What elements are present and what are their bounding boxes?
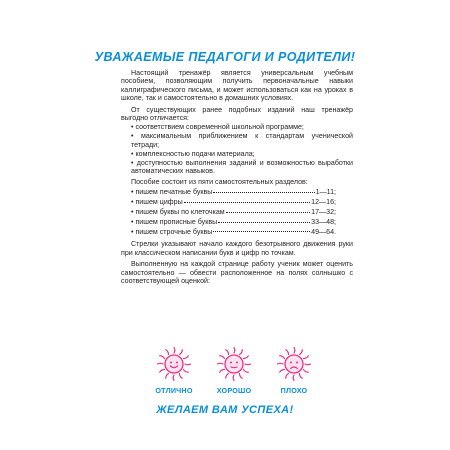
sun-ray [160,369,165,372]
advantage-item: • доступностью выполнения заданий и возможностью выработки автоматических навыков. [121,159,353,176]
sun-ray [160,356,165,359]
section-pages: 17—32; [311,208,336,217]
page-title: УВАЖАЕМЫЕ ПЕДАГОГИ И РОДИТЕЛИ! [94,50,356,64]
sun-ray [286,374,289,379]
sun-ray [304,370,309,373]
sun-ray [233,375,234,381]
sun-ray [166,350,169,355]
sun-ray [280,356,285,359]
section-row [121,228,336,236]
section-label: • пишем печатные буквы [131,188,212,196]
sun-ray [294,348,295,354]
sun-ray [184,370,189,373]
sun-ray [245,364,251,365]
sun-ray [166,374,169,379]
advantage-item: • максимальным приближением к стандартам ученической тетради; [121,132,353,149]
sun-ray [293,375,294,381]
section-row [121,188,336,196]
dot-leader [226,212,310,213]
sun-ray [180,350,183,355]
sun-ray [278,363,284,364]
section-row [121,218,336,226]
advantages-intro: От существующих ранее подобных изданий наш тренажёр выгодно отличается: [121,105,353,123]
sun-ray [240,350,243,355]
sections-intro: Пособие состоит из пяти самостоятельных разделов: [131,178,308,187]
grade-label: ПЛОХО [280,386,308,395]
sun-ray [299,374,302,379]
section-pages: 33—48; [311,218,336,226]
sections-list [121,188,353,236]
dot-leader [213,192,314,193]
body-text [121,69,353,288]
smiling-sun-icon [156,346,192,382]
dot-leader [218,222,310,223]
sad-sun-icon [276,346,312,382]
sun-ray [226,350,229,355]
section-label: • пишем цифры [131,198,183,206]
sun-ray [179,374,182,379]
sun-ray [304,356,309,359]
section-pages: 12—16; [311,198,336,207]
sun-ray [239,374,242,379]
sun-ray [305,364,311,365]
sun-ray [244,370,249,373]
section-label: • пишем строчные буквы [131,228,212,236]
grade-bad [254,346,334,395]
dot-leader [184,202,310,203]
grade-label: ХОРОШО [216,386,252,395]
sun-ray [300,350,303,355]
sun-ray [286,350,289,355]
closing-wish: ЖЕЛАЕМ ВАМ УСПЕХА! [156,404,294,416]
evaluation-note: Выполненную на каждой странице работу ученик может оценить самостоятельно — обвести расположенное на полях солнышко с соответствующей оценкой: [121,260,353,285]
arrows-note: Стрелки указывают начало каждого безотрывного движения руки при классическом написании букв и цифр по точкам. [121,240,353,257]
sun-ray [185,364,191,365]
section-label: • пишем прописные буквы [131,218,217,226]
dot-leader [213,231,310,232]
sun-ray [218,363,224,364]
section-pages: 49—64. [311,227,336,236]
sun-ray [226,374,229,379]
grade-label: ОТЛИЧНО [155,386,193,395]
sun-ray [158,363,164,364]
advantage-item: • комплексностью подачи материала; [121,150,353,158]
section-row [121,198,336,206]
section-row [121,208,336,216]
section-pages: 1—11; [315,188,336,197]
sun-ray [173,375,174,381]
neutral-sun-icon [216,346,252,382]
sun-ray [174,348,175,354]
section-label: • пишем буквы по клеточкам [131,208,225,216]
sun-ray [184,356,189,359]
sun-ray [220,369,225,372]
sun-ray [244,356,249,359]
sun-ray [234,348,235,354]
sun-ray [280,369,285,372]
sun-ray [220,356,225,359]
advantage-item: • соответствием современной школьной программе; [121,123,353,131]
intro-paragraph: Настоящий тренажёр является универсальным учебным пособием, позволяющим получить первоначальные навыки каллиграфического письма, и может использоваться как на уроках в школе, так и самостоятельно в домашних условиях. [121,69,353,103]
